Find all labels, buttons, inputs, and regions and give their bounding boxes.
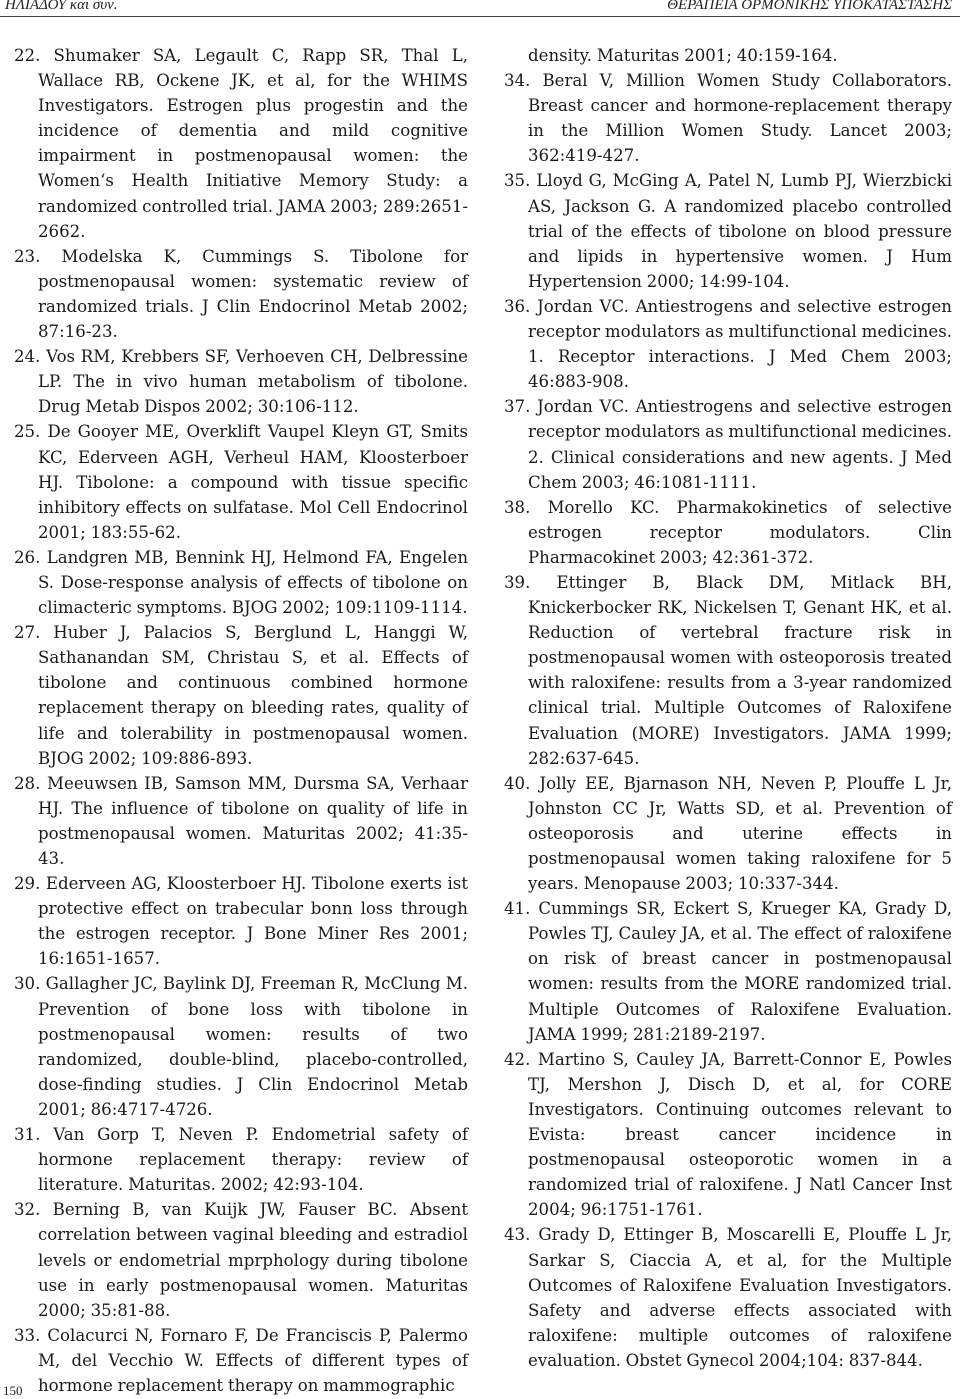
reference-entry [14,620,468,771]
reference-text: density. Maturitas 2001; 40:159-164. [528,46,838,65]
reference-entry [14,871,468,971]
reference-text: Colacurci N, Fornaro F, De Franciscis P, Palermo M, del Vecchio W. Effects of different types of hormone replacement therapy on mammographic [38,1325,468,1395]
reference-number: 36. [504,296,531,316]
reference-number: 23. [14,246,41,266]
reference-entry [14,771,468,871]
reference-text: Jordan VC. Antiestrogens and selective estrogen receptor modulators as multifunctional medicines. 1. Receptor interactions. J Med Chem 2003; 46:883-908. [528,296,952,392]
reference-number: 37. [504,397,531,417]
reference-entry [14,1122,468,1197]
reference-entry [504,1222,952,1373]
reference-text: Modelska K, Cummings S. Tibolone for postmenopausal women: systematic review of randomized trials. J Clin Endocrinol Metab 2002; 87:16-23. [38,246,468,342]
reference-text: Jolly EE, Bjarnason NH, Neven P, Plouffe L Jr, Johnston CC Jr, Watts SD, et al. Prevention of osteoporosis and uterine effects in postmenopausal women taking raloxifene for 5 years. Menopause 2003; 10:337-344. [528,773,952,894]
header-rule [0,16,960,17]
reference-number: 24. [14,347,41,367]
reference-text: Van Gorp T, Neven P. Endometrial safety of hormone replacement therapy: review of literature. Maturitas. 2002; 42:93-104. [38,1125,468,1195]
reference-entry [504,771,952,896]
reference-entry [504,495,952,570]
reference-text: Cummings SR, Eckert S, Krueger KA, Grady D, Powles TJ, Cauley JA, et al. The effect of raloxifene on risk of breast cancer in postmenopausal women: results from the MORE randomized trial. Multiple Outcomes of Raloxifene Evaluation. JAMA 1999; 281:2189-2197. [528,899,952,1044]
reference-number: 33. [14,1325,41,1345]
reference-column-right [504,43,952,1373]
reference-entry [504,1047,952,1223]
running-head-authors: ΗΛΙΑΔΟΥ και συν. [5,0,118,13]
reference-text: Vos RM, Krebbers SF, Verhoeven CH, Delbressine LP. The in vivo human metabolism of tibolone. Drug Metab Dispos 2002; 30:106-112. [38,347,468,417]
reference-entry [14,971,468,1122]
reference-text: Ettinger B, Black DM, Mitlack BH, Knickerbocker RK, Nickelsen T, Genant HK, et al. Reduction of vertebral fracture risk in postmenopausal women with osteoporosis treated with raloxifene: results from a 3-year randomized clinical trial. Multiple Outcomes of Raloxifene Evaluation (MORE) Investigators. JAMA 1999; 282:637-645. [528,572,952,768]
reference-text: Morello KC. Pharmakokinetics of selective estrogen receptor modulators. Clin Pharmacokinet 2003; 42:361-372. [528,497,952,567]
reference-text: De Gooyer ME, Overklift Vaupel Kleyn GT, Smits KC, Ederveen AGH, Verheul HAM, Kloosterboer HJ. Tibolone: a compound with tissue specific inhibitory effects on sulfatase. Mol Cell Endocrinol 2001; 183:55-62. [38,422,468,542]
reference-entry [504,570,952,771]
reference-text: Shumaker SA, Legault C, Rapp SR, Thal L, Wallace RB, Ockene JK, et al, for the WHIMS Investigators. Estrogen plus progestin and the incidence of dementia and mild cognitive impairment in postmenopausal women: the Women‘s Health Initiative Memory Study: a randomized controlled trial. JAMA 2003; 289:2651-2662. [38,46,468,241]
reference-number: 28. [14,773,41,793]
reference-number: 41. [504,899,531,919]
reference-number: 34. [504,71,531,91]
reference-entry [14,43,468,244]
reference-number: 43. [504,1225,531,1245]
reference-entry [504,168,952,293]
reference-number: 38. [504,497,531,517]
reference-number: 25. [14,422,41,442]
reference-entry [504,43,952,68]
reference-number: 30. [14,974,41,994]
reference-column-left [14,43,468,1398]
reference-text: Jordan VC. Antiestrogens and selective estrogen receptor modulators as multifunctional medicines. 2. Clinical considerations and new agents. J Med Chem 2003; 46:1081-1111. [528,397,952,492]
reference-entry [504,294,952,394]
reference-entry [504,394,952,494]
reference-text: Huber J, Palacios S, Berglund L, Hanggi W, Sathanandan SM, Christau S, et al. Effects of tibolone and continuous combined hormone replacement therapy on bleeding rates, quality of life and tolerability in postmenopausal women. BJOG 2002; 109:886-893. [38,623,468,768]
reference-number: 42. [504,1049,531,1069]
reference-number: 29. [14,874,41,894]
reference-text: Landgren MB, Bennink HJ, Helmond FA, Engelen S. Dose-response analysis of effects of tibolone on climacteric symptoms. BJOG 2002; 109:1109-1114. [38,547,468,618]
reference-text: Gallagher JC, Baylink DJ, Freeman R, McClung M. Prevention of bone loss with tibolone in postmenopausal women: results of two randomized, double-blind, placebo-controlled, dose-finding studies. J Clin Endocrinol Metab 2001; 86:4717-4726. [38,974,469,1119]
page-number: 150 [3,1383,23,1398]
reference-text: Grady D, Ettinger B, Moscarelli E, Plouffe L Jr, Sarkar S, Ciaccia A, et al, for the Multiple Outcomes of Raloxifene Evaluation Investigators. Safety and adverse effects associated with raloxifene: multiple outcomes of raloxifene evaluation. Obstet Gynecol 2004;104: 837-844. [528,1225,952,1370]
reference-number: 35. [504,171,531,191]
reference-entry [14,545,468,620]
reference-entry [504,68,952,168]
reference-entry [14,1197,468,1322]
reference-text: Lloyd G, McGing A, Patel N, Lumb PJ, Wierzbicki AS, Jackson G. A randomized placebo controlled trial of the effects of tibolone on blood pressure and lipids in hypertensive women. J Hum Hypertension 2000; 14:99-104. [528,171,952,291]
reference-entry [14,1323,468,1398]
reference-entry [504,896,952,1047]
running-head-title: ΘΕΡΑΠΕΙΑ ΟΡΜΟΝΙΚΗΣ ΥΠΟΚΑΤΑΣΤΑΣΗΣ [667,0,952,13]
reference-text: Berning B, van Kuijk JW, Fauser BC. Absent correlation between vaginal bleeding and estradiol levels or endometrial mprphology during tibolone use in early postmenopausal women. Maturitas 2000; 35:81-88. [38,1200,468,1320]
reference-text: Beral V, Million Women Study Collaborators. Breast cancer and hormone-replacement therapy in the Million Women Study. Lancet 2003; 362:419-427. [528,71,953,166]
reference-text: Ederveen AG, Kloosterboer HJ. Tibolone exerts ist protective effect on trabecular bonn loss through the estrogen receptor. J Bone Miner Res 2001; 16:1651-1657. [38,874,468,969]
reference-number: 26. [14,547,41,567]
reference-number: 27. [14,623,41,643]
running-head [0,0,960,18]
reference-number: 22. [14,46,41,65]
reference-text: Meeuwsen IB, Samson MM, Dursma SA, Verhaar HJ. The influence of tibolone on quality of life in postmenopausal women. Maturitas 2002; 41:35-43. [38,773,468,868]
reference-number: 40. [504,773,531,793]
reference-number: 32. [14,1200,41,1220]
reference-text: Martino S, Cauley JA, Barrett-Connor E, Powles TJ, Mershon J, Disch D, et al, for CORE Investigators. Continuing outcomes relevant to Evista: breast cancer incidence in postmenopausal osteoporotic women in a randomized trial of raloxifene. J Natl Cancer Inst 2004; 96:1751-1761. [528,1049,952,1220]
reference-entry [14,244,468,344]
reference-number: 39. [504,572,531,592]
reference-entry [14,344,468,419]
reference-entry [14,419,468,544]
reference-number: 31. [14,1125,41,1145]
